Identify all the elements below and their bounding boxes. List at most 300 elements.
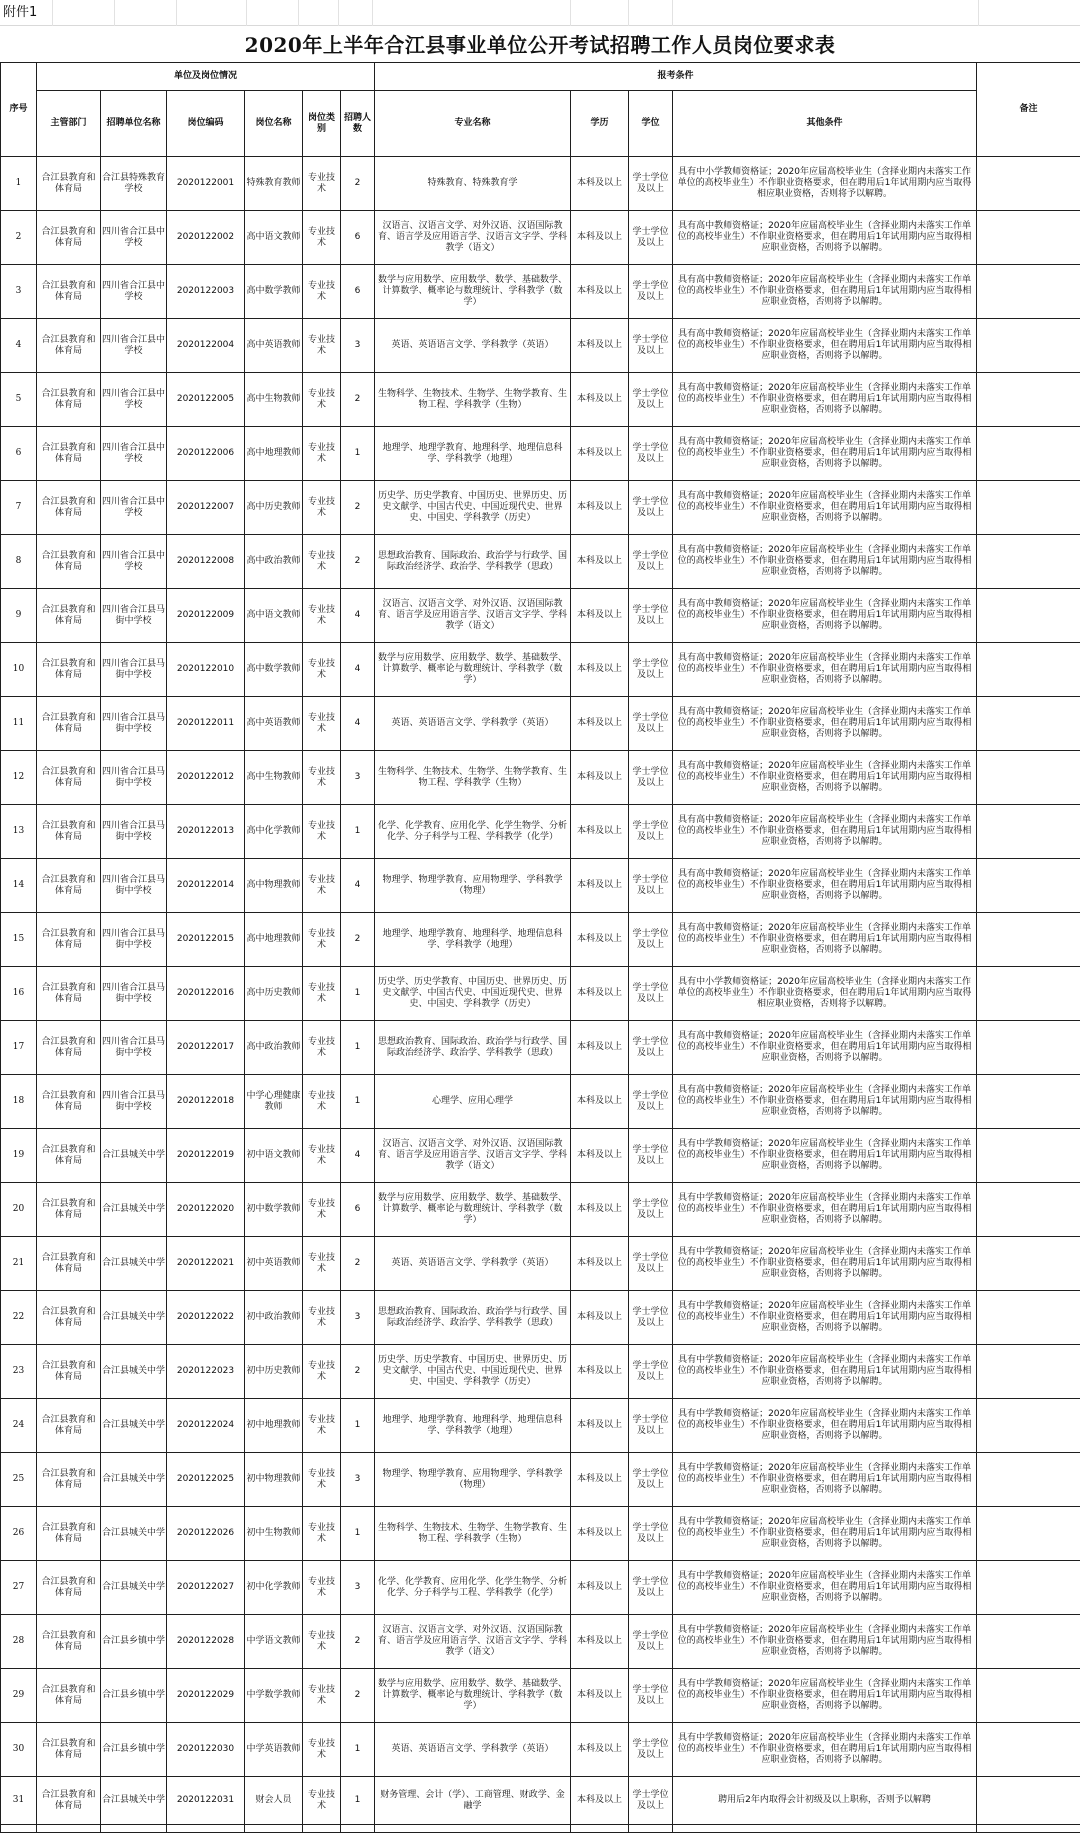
cell-edu: 本科及以上 (571, 805, 629, 859)
cell-remark (977, 1453, 1080, 1507)
cell-dept: 合江县教育和体育局 (37, 373, 101, 427)
cell-no: 31 (1, 1777, 37, 1825)
cell-major: 英语、英语语言文学、学科教学（英语） (375, 1723, 571, 1777)
cell-dept: 合江县教育和体育局 (37, 1345, 101, 1399)
cell-count: 3 (341, 751, 375, 805)
cell-code: 2020122004 (167, 319, 245, 373)
cell-count: 6 (341, 265, 375, 319)
cell-major: 英语、英语语言文学、学科教学（英语） (375, 697, 571, 751)
cell-type: 专业技术 (303, 1075, 341, 1129)
cell-count: 4 (341, 589, 375, 643)
requirements-table (0, 62, 1080, 1833)
cell-count: 4 (341, 859, 375, 913)
cell-count: 4 (341, 1129, 375, 1183)
header-seq: 序号 (1, 63, 37, 157)
cell-unit: 四川省合江县马街中学校 (101, 859, 167, 913)
cell-remark (977, 967, 1080, 1021)
table-row (1, 697, 1080, 751)
cell-post: 高中历史教师 (245, 481, 303, 535)
cell-major: 财务管理、会计（学）、工商管理、财政学、金融学 (375, 1777, 571, 1825)
cell-edu: 本科及以上 (571, 157, 629, 211)
cell-other: 聘用后2年内取得会计初级及以上职称，否则予以解聘 (673, 1777, 977, 1825)
cell-post: 高中英语教师 (245, 697, 303, 751)
cell-degree: 学士学位及以上 (629, 1615, 673, 1669)
cell-type: 专业技术 (303, 751, 341, 805)
cell-remark (977, 859, 1080, 913)
cell-type: 专业技术 (303, 697, 341, 751)
cell-unit: 四川省合江县中学校 (101, 265, 167, 319)
cell-other: 具有中小学教师资格证；2020年应届高校毕业生（含择业期内未落实工作单位的高校毕业生）不作职业资格要求，但在聘用后1年试用期内应当取得相应职业资格，否则将予以解聘。 (673, 967, 977, 1021)
cell-dept: 合江县教育和体育局 (37, 1237, 101, 1291)
table-row (1, 1615, 1080, 1669)
cell-post: 中学英语教师 (245, 1723, 303, 1777)
cell-unit: 合江县特殊教育学校 (101, 157, 167, 211)
cell-other: 具有中学教师资格证；2020年应届高校毕业生（含择业期内未落实工作单位的高校毕业生）不作职业资格要求，但在聘用后1年试用期内应当取得相应职业资格，否则将予以解聘。 (673, 1399, 977, 1453)
cell-unit: 四川省合江县马街中学校 (101, 751, 167, 805)
cell-unit: 合江县城关中学 (101, 1183, 167, 1237)
header-edu: 学历 (571, 91, 629, 157)
cell-no: 28 (1, 1615, 37, 1669)
cell-code: 2020122024 (167, 1399, 245, 1453)
cell-post: 高中物理教师 (245, 859, 303, 913)
cell-no: 7 (1, 481, 37, 535)
cell-unit: 四川省合江县中学校 (101, 373, 167, 427)
cell-count: 2 (341, 481, 375, 535)
cell-remark (977, 1345, 1080, 1399)
header-post: 岗位名称 (245, 91, 303, 157)
cell-type: 专业技术 (303, 805, 341, 859)
cell-code: 2020122014 (167, 859, 245, 913)
cell-major: 历史学、历史学教育、中国历史、世界历史、历史文献学、中国古代史、中国近现代史、世界史、中国史、学科教学（历史） (375, 1345, 571, 1399)
cell-edu: 本科及以上 (571, 1777, 629, 1825)
cell-code: 2020122006 (167, 427, 245, 481)
cell-no: 2 (1, 211, 37, 265)
cell-type: 专业技术 (303, 967, 341, 1021)
cell-remark (977, 751, 1080, 805)
cell-dept: 合江县教育和体育局 (37, 481, 101, 535)
cell-code: 2020122023 (167, 1345, 245, 1399)
cell-major: 历史学、历史学教育、中国历史、世界历史、历史文献学、中国古代史、中国近现代史、世界史、中国史、学科教学（历史） (375, 967, 571, 1021)
cell-remark (977, 913, 1080, 967)
cell-code: 2020122022 (167, 1291, 245, 1345)
sheet-cell (372, 0, 571, 26)
cell-code: 2020122003 (167, 265, 245, 319)
cell-edu: 本科及以上 (571, 1291, 629, 1345)
cell-other: 具有高中教师资格证；2020年应届高校毕业生（含择业期内未落实工作单位的高校毕业生）不作职业资格要求，但在聘用后1年试用期内应当取得相应职业资格，否则将予以解聘。 (673, 589, 977, 643)
attachment-bar (0, 0, 1080, 26)
sheet-cell (628, 0, 673, 26)
cell-type: 专业技术 (303, 157, 341, 211)
cell-type: 专业技术 (303, 1129, 341, 1183)
table-row (1, 481, 1080, 535)
cell-type: 专业技术 (303, 1399, 341, 1453)
cell-type: 专业技术 (303, 481, 341, 535)
cell-post: 中学语文教师 (245, 1615, 303, 1669)
cell-remark (977, 319, 1080, 373)
cell-no: 19 (1, 1129, 37, 1183)
cell-dept: 合江县教育和体育局 (37, 1615, 101, 1669)
cell-major: 化学、化学教育、应用化学、化学生物学、分析化学、分子科学与工程、学科教学（化学） (375, 805, 571, 859)
cell-post: 高中政治教师 (245, 535, 303, 589)
cell-edu: 本科及以上 (571, 697, 629, 751)
cell-no: 1 (1, 157, 37, 211)
cell-major: 思想政治教育、国际政治、政治学与行政学、国际政治经济学、政治学、学科教学（思政） (375, 1021, 571, 1075)
sheet-cell (176, 0, 247, 26)
cell-other: 具有高中教师资格证；2020年应届高校毕业生（含择业期内未落实工作单位的高校毕业生）不作职业资格要求，但在聘用后1年试用期内应当取得相应职业资格，否则将予以解聘。 (673, 643, 977, 697)
cell-dept: 合江县教育和体育局 (37, 1291, 101, 1345)
cell-degree: 学士学位及以上 (629, 535, 673, 589)
cell-count: 4 (341, 697, 375, 751)
cell-post: 初中物理教师 (245, 1453, 303, 1507)
cell-count: 2 (341, 1615, 375, 1669)
cell-no: 5 (1, 373, 37, 427)
cell-no: 16 (1, 967, 37, 1021)
cell-degree: 学士学位及以上 (629, 1237, 673, 1291)
cell-type: 专业技术 (303, 1615, 341, 1669)
cell-degree: 学士学位及以上 (629, 913, 673, 967)
table-row (1, 1075, 1080, 1129)
cell-major: 数学与应用数学、应用数学、数学、基础数学、计算数学、概率论与数理统计、学科教学（数学） (375, 1669, 571, 1723)
cell-type: 专业技术 (303, 859, 341, 913)
cell-type: 专业技术 (303, 1561, 341, 1615)
cell-degree: 学士学位及以上 (629, 1669, 673, 1723)
cell-degree: 学士学位及以上 (629, 1075, 673, 1129)
cell-count: 2 (341, 373, 375, 427)
cell-count: 1 (341, 967, 375, 1021)
cell-unit: 四川省合江县马街中学校 (101, 643, 167, 697)
cell-no: 29 (1, 1669, 37, 1723)
cell-unit: 四川省合江县中学校 (101, 319, 167, 373)
cell-code: 2020122010 (167, 643, 245, 697)
table-row (1, 373, 1080, 427)
cell-count: 3 (341, 1291, 375, 1345)
cell-major: 汉语言、汉语言文学、对外汉语、汉语国际教育、语言学及应用语言学、汉语言文字学、学科教学（语文） (375, 1129, 571, 1183)
cell-type: 专业技术 (303, 427, 341, 481)
cell-type: 专业技术 (303, 643, 341, 697)
cell-no: 11 (1, 697, 37, 751)
cell-remark (977, 1075, 1080, 1129)
cell-count: 2 (341, 535, 375, 589)
sheet-cell (246, 0, 299, 26)
table-row (1, 805, 1080, 859)
cell-remark (977, 265, 1080, 319)
cell-no: 17 (1, 1021, 37, 1075)
cell-major: 地理学、地理学教育、地理科学、地理信息科学、学科教学（地理） (375, 1399, 571, 1453)
cell-no: 22 (1, 1291, 37, 1345)
cell-count: 1 (341, 427, 375, 481)
cell-no: 12 (1, 751, 37, 805)
cell-major: 心理学、应用心理学 (375, 1075, 571, 1129)
cell-post: 高中语文教师 (245, 589, 303, 643)
cell-unit: 合江县城关中学 (101, 1129, 167, 1183)
header-group-requirements: 报考条件 (375, 63, 977, 91)
cell-post: 特殊教育教师 (245, 157, 303, 211)
cell-unit: 四川省合江县马街中学校 (101, 697, 167, 751)
cell-no: 3 (1, 265, 37, 319)
cell-post: 初中英语教师 (245, 1237, 303, 1291)
table-body (1, 157, 1080, 1833)
cell-no: 24 (1, 1399, 37, 1453)
table-row (1, 1183, 1080, 1237)
cell-dept: 合江县教育和体育局 (37, 427, 101, 481)
cell-degree: 学士学位及以上 (629, 859, 673, 913)
cell-count: 2 (341, 1345, 375, 1399)
cell-count: 2 (341, 1669, 375, 1723)
cell-edu: 本科及以上 (571, 319, 629, 373)
cell-no: 26 (1, 1507, 37, 1561)
cell-degree: 学士学位及以上 (629, 157, 673, 211)
table-row (1, 265, 1080, 319)
cell-other: 具有中学教师资格证；2020年应届高校毕业生（含择业期内未落实工作单位的高校毕业生）不作职业资格要求，但在聘用后1年试用期内应当取得相应职业资格，否则将予以解聘。 (673, 1723, 977, 1777)
cell-unit: 合江县城关中学 (101, 1507, 167, 1561)
cell-degree: 学士学位及以上 (629, 1453, 673, 1507)
table-row (1, 589, 1080, 643)
cell-edu: 本科及以上 (571, 1399, 629, 1453)
cell-type: 专业技术 (303, 265, 341, 319)
cell-post: 高中生物教师 (245, 373, 303, 427)
cell-code: 2020122028 (167, 1615, 245, 1669)
cell-degree: 学士学位及以上 (629, 481, 673, 535)
cell-code: 2020122030 (167, 1723, 245, 1777)
table-row (1, 751, 1080, 805)
cell-count: 1 (341, 1021, 375, 1075)
cell-unit: 四川省合江县马街中学校 (101, 805, 167, 859)
cell-major: 生物科学、生物技术、生物学、生物学教育、生物工程、学科教学（生物） (375, 373, 571, 427)
cell-degree: 学士学位及以上 (629, 805, 673, 859)
table-row (1, 643, 1080, 697)
cell-unit: 合江县城关中学 (101, 1399, 167, 1453)
cell-remark (977, 535, 1080, 589)
cell-code: 2020122009 (167, 589, 245, 643)
cell-degree: 学士学位及以上 (629, 697, 673, 751)
cell-type: 专业技术 (303, 1237, 341, 1291)
cell-unit: 四川省合江县中学校 (101, 481, 167, 535)
cell-edu: 本科及以上 (571, 1723, 629, 1777)
cell-count: 3 (341, 1453, 375, 1507)
cell-post: 初中数学教师 (245, 1183, 303, 1237)
cell-edu: 本科及以上 (571, 1129, 629, 1183)
cell-type: 专业技术 (303, 589, 341, 643)
cell-unit: 合江县乡镇中学 (101, 1723, 167, 1777)
table-row (1, 1669, 1080, 1723)
cell-other: 具有中小学教师资格证；2020年应届高校毕业生（含择业期内未落实工作单位的高校毕业生）不作职业资格要求，但在聘用后1年试用期内应当取得相应职业资格，否则将予以解聘。 (673, 157, 977, 211)
cell-dept: 合江县教育和体育局 (37, 1507, 101, 1561)
cell-post: 初中语文教师 (245, 1129, 303, 1183)
cell-remark (977, 481, 1080, 535)
cell-edu: 本科及以上 (571, 1345, 629, 1399)
cell-count: 1 (341, 1777, 375, 1825)
cell-major: 汉语言、汉语言文学、对外汉语、汉语国际教育、语言学及应用语言学、汉语言文字学、学科教学（语文） (375, 589, 571, 643)
cell-unit: 四川省合江县马街中学校 (101, 1021, 167, 1075)
cell-dept: 合江县教育和体育局 (37, 1021, 101, 1075)
cell-code: 2020122012 (167, 751, 245, 805)
cell-post: 中学数学教师 (245, 1669, 303, 1723)
table-row (1, 1561, 1080, 1615)
cell-dept: 合江县教育和体育局 (37, 1777, 101, 1825)
cell-major: 地理学、地理学教育、地理科学、地理信息科学、学科教学（地理） (375, 427, 571, 481)
cell-post: 初中地理教师 (245, 1399, 303, 1453)
cell-type: 专业技术 (303, 319, 341, 373)
cell-edu: 本科及以上 (571, 859, 629, 913)
table-row (1, 1021, 1080, 1075)
cell-post: 初中化学教师 (245, 1561, 303, 1615)
table-row (1, 1777, 1080, 1825)
cell-type: 专业技术 (303, 1723, 341, 1777)
cell-degree: 学士学位及以上 (629, 1345, 673, 1399)
cell-remark (977, 1507, 1080, 1561)
page-title: 2020年上半年合江县事业单位公开考试招聘工作人员岗位要求表 (0, 28, 1080, 62)
cell-remark (977, 1021, 1080, 1075)
cell-other: 具有中学教师资格证；2020年应届高校毕业生（含择业期内未落实工作单位的高校毕业生）不作职业资格要求，但在聘用后1年试用期内应当取得相应职业资格，否则将予以解聘。 (673, 1561, 977, 1615)
table-row (1, 1291, 1080, 1345)
table-row (1, 1723, 1080, 1777)
cell-other: 具有中学教师资格证；2020年应届高校毕业生（含择业期内未落实工作单位的高校毕业生）不作职业资格要求，但在聘用后1年试用期内应当取得相应职业资格，否则将予以解聘。 (673, 1291, 977, 1345)
cell-degree: 学士学位及以上 (629, 967, 673, 1021)
cell-dept: 合江县教育和体育局 (37, 1075, 101, 1129)
sheet-cell (672, 0, 979, 26)
header-major: 专业名称 (375, 91, 571, 157)
cell-code: 2020122007 (167, 481, 245, 535)
cell-other: 具有高中教师资格证；2020年应届高校毕业生（含择业期内未落实工作单位的高校毕业生）不作职业资格要求，但在聘用后1年试用期内应当取得相应职业资格，否则将予以解聘。 (673, 859, 977, 913)
cell-edu: 本科及以上 (571, 1453, 629, 1507)
cell-type: 专业技术 (303, 1183, 341, 1237)
cell-count: 3 (341, 1561, 375, 1615)
cell-count: 6 (341, 1183, 375, 1237)
cell-remark (977, 1237, 1080, 1291)
cell-remark (977, 1183, 1080, 1237)
cell-type: 专业技术 (303, 1507, 341, 1561)
table-row (1, 211, 1080, 265)
cell-code: 2020122011 (167, 697, 245, 751)
cell-degree: 学士学位及以上 (629, 1021, 673, 1075)
cell-remark (977, 1723, 1080, 1777)
table-row (1, 1237, 1080, 1291)
table-row (1, 319, 1080, 373)
cell-code: 2020122016 (167, 967, 245, 1021)
cell-degree: 学士学位及以上 (629, 1723, 673, 1777)
sheet-cell (338, 0, 373, 26)
header-type: 岗位类别 (303, 91, 341, 157)
cell-major: 数学与应用数学、应用数学、数学、基础数学、计算数学、概率论与数理统计、学科教学（数学） (375, 1183, 571, 1237)
cell-type: 专业技术 (303, 1021, 341, 1075)
cell-remark (977, 1399, 1080, 1453)
cell-code: 2020122017 (167, 1021, 245, 1075)
cell-count: 1 (341, 1723, 375, 1777)
cell-code: 2020122018 (167, 1075, 245, 1129)
cell-count: 2 (341, 1237, 375, 1291)
cell-count: 1 (341, 1507, 375, 1561)
cell-dept: 合江县教育和体育局 (37, 1669, 101, 1723)
cell-count: 1 (341, 1399, 375, 1453)
cell-remark (977, 1615, 1080, 1669)
cell-edu: 本科及以上 (571, 967, 629, 1021)
header-dept: 主管部门 (37, 91, 101, 157)
cell-type: 专业技术 (303, 1345, 341, 1399)
cell-unit: 四川省合江县马街中学校 (101, 1075, 167, 1129)
cell-unit: 四川省合江县中学校 (101, 427, 167, 481)
cell-remark (977, 805, 1080, 859)
cell-dept: 合江县教育和体育局 (37, 1561, 101, 1615)
cell-no: 9 (1, 589, 37, 643)
cell-major: 数学与应用数学、应用数学、数学、基础数学、计算数学、概率论与数理统计、学科教学（数学） (375, 265, 571, 319)
cell-unit: 四川省合江县中学校 (101, 535, 167, 589)
cell-major: 历史学、历史学教育、中国历史、世界历史、历史文献学、中国古代史、中国近现代史、世界史、中国史、学科教学（历史） (375, 481, 571, 535)
cell-other: 具有高中教师资格证；2020年应届高校毕业生（含择业期内未落实工作单位的高校毕业生）不作职业资格要求，但在聘用后1年试用期内应当取得相应职业资格，否则将予以解聘。 (673, 481, 977, 535)
cell-unit: 合江县乡镇中学 (101, 1669, 167, 1723)
cell-other: 具有高中教师资格证；2020年应届高校毕业生（含择业期内未落实工作单位的高校毕业生）不作职业资格要求，但在聘用后1年试用期内应当取得相应职业资格，否则将予以解聘。 (673, 913, 977, 967)
cell-unit: 四川省合江县中学校 (101, 211, 167, 265)
cell-dept: 合江县教育和体育局 (37, 1183, 101, 1237)
cell-no: 14 (1, 859, 37, 913)
table-row (1, 535, 1080, 589)
cell-unit: 合江县城关中学 (101, 1561, 167, 1615)
cell-post: 财会人员 (245, 1777, 303, 1825)
table-row (1, 967, 1080, 1021)
cell-remark (977, 1129, 1080, 1183)
cell-type: 专业技术 (303, 211, 341, 265)
cell-major: 数学与应用数学、应用数学、数学、基础数学、计算数学、概率论与数理统计、学科教学（数学） (375, 643, 571, 697)
cell-post: 高中数学教师 (245, 265, 303, 319)
sheet-cell (114, 0, 177, 26)
cell-remark (977, 211, 1080, 265)
table-row (1, 157, 1080, 211)
cell-edu: 本科及以上 (571, 1021, 629, 1075)
cell-dept: 合江县教育和体育局 (37, 1129, 101, 1183)
cell-other: 具有高中教师资格证；2020年应届高校毕业生（含择业期内未落实工作单位的高校毕业生）不作职业资格要求，但在聘用后1年试用期内应当取得相应职业资格，否则将予以解聘。 (673, 1075, 977, 1129)
cell-edu: 本科及以上 (571, 751, 629, 805)
cell-degree: 学士学位及以上 (629, 1399, 673, 1453)
cell-dept: 合江县教育和体育局 (37, 319, 101, 373)
cell-remark (977, 1291, 1080, 1345)
sheet-cell (570, 0, 629, 26)
cell-degree: 学士学位及以上 (629, 1777, 673, 1825)
cell-no: 13 (1, 805, 37, 859)
cell-other: 具有高中教师资格证；2020年应届高校毕业生（含择业期内未落实工作单位的高校毕业生）不作职业资格要求，但在聘用后1年试用期内应当取得相应职业资格，否则将予以解聘。 (673, 1021, 977, 1075)
cell-other: 具有高中教师资格证；2020年应届高校毕业生（含择业期内未落实工作单位的高校毕业生）不作职业资格要求，但在聘用后1年试用期内应当取得相应职业资格，否则将予以解聘。 (673, 751, 977, 805)
cell-edu: 本科及以上 (571, 535, 629, 589)
cell-dept: 合江县教育和体育局 (37, 859, 101, 913)
cell-dept: 合江县教育和体育局 (37, 643, 101, 697)
table-row (1, 427, 1080, 481)
cell-dept: 合江县教育和体育局 (37, 1399, 101, 1453)
table-row (1, 1399, 1080, 1453)
cell-dept: 合江县教育和体育局 (37, 751, 101, 805)
header-other: 其他条件 (673, 91, 977, 157)
cell-edu: 本科及以上 (571, 211, 629, 265)
cell-other: 具有中学教师资格证；2020年应届高校毕业生（含择业期内未落实工作单位的高校毕业生）不作职业资格要求，但在聘用后1年试用期内应当取得相应职业资格，否则将予以解聘。 (673, 1183, 977, 1237)
cell-degree: 学士学位及以上 (629, 751, 673, 805)
attachment-label: 附件1 (3, 5, 37, 20)
cell-code: 2020122031 (167, 1777, 245, 1825)
cell-no: 20 (1, 1183, 37, 1237)
cell-no: 8 (1, 535, 37, 589)
cell-code: 2020122029 (167, 1669, 245, 1723)
cell-post: 初中生物教师 (245, 1507, 303, 1561)
cell-edu: 本科及以上 (571, 913, 629, 967)
sheet-cell (52, 0, 115, 26)
cell-other: 具有高中教师资格证；2020年应届高校毕业生（含择业期内未落实工作单位的高校毕业生）不作职业资格要求，但在聘用后1年试用期内应当取得相应职业资格，否则将予以解聘。 (673, 697, 977, 751)
cell-remark (977, 427, 1080, 481)
cell-other: 具有中学教师资格证；2020年应届高校毕业生（含择业期内未落实工作单位的高校毕业生）不作职业资格要求，但在聘用后1年试用期内应当取得相应职业资格，否则将予以解聘。 (673, 1669, 977, 1723)
cell-no: 6 (1, 427, 37, 481)
cell-edu: 本科及以上 (571, 1615, 629, 1669)
cell-post: 高中政治教师 (245, 1021, 303, 1075)
cell-degree: 学士学位及以上 (629, 427, 673, 481)
cell-edu: 本科及以上 (571, 373, 629, 427)
cell-other: 具有高中教师资格证；2020年应届高校毕业生（含择业期内未落实工作单位的高校毕业生）不作职业资格要求，但在聘用后1年试用期内应当取得相应职业资格，否则将予以解聘。 (673, 211, 977, 265)
cell-major: 思想政治教育、国际政治、政治学与行政学、国际政治经济学、政治学、学科教学（思政） (375, 1291, 571, 1345)
cell-major: 汉语言、汉语言文学、对外汉语、汉语国际教育、语言学及应用语言学、汉语言文字学、学科教学（语文） (375, 1615, 571, 1669)
